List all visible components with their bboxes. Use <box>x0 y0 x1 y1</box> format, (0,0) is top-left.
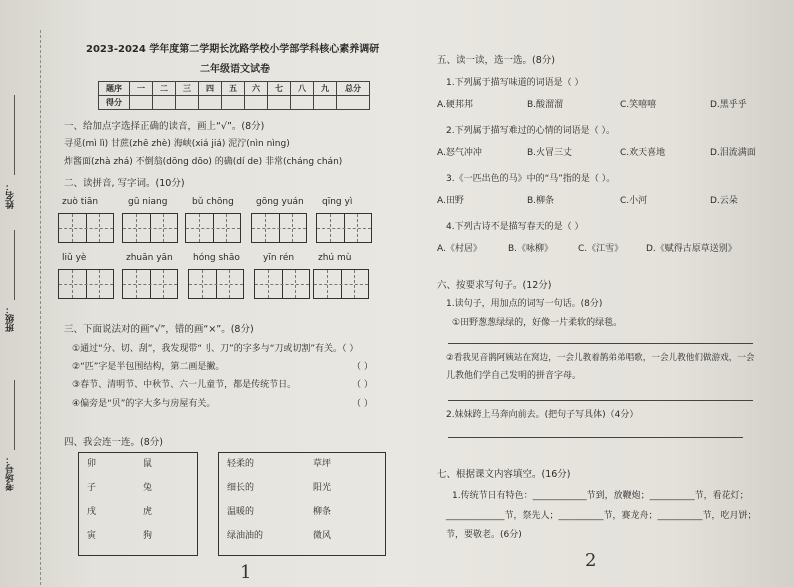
q1-heading: 一、给加点字选择正确的读音，画上“√”。(8分) <box>64 121 265 132</box>
match-left-word[interactable]: 温暖的 <box>227 507 255 517</box>
score-blank[interactable] <box>268 96 291 110</box>
score-blank[interactable] <box>153 96 176 110</box>
pinyin: qīng yì <box>322 197 353 207</box>
q6-sentence-2b: 儿教他们学自己发明的拼音字母。 <box>446 371 582 381</box>
match-right-word[interactable]: 柳条 <box>313 507 332 517</box>
name-label: 姓名： <box>6 182 16 209</box>
q5-option[interactable]: A.硬邦邦 <box>437 100 473 110</box>
q5-option[interactable]: D.《赋得古原草送别》 <box>646 244 737 254</box>
q5-option[interactable]: B.《咏柳》 <box>508 244 554 254</box>
q5-stem-4: 4.下列古诗不是描写春天的是（ ） <box>446 222 584 232</box>
score-table <box>98 81 370 110</box>
pinyin: gōng yuán <box>256 197 304 207</box>
match-box-phrases <box>218 452 386 556</box>
score-blank[interactable] <box>245 96 268 110</box>
q5-option[interactable]: C.《江雪》 <box>578 244 624 254</box>
pinyin: bǔ chōng <box>192 197 234 207</box>
score-blank[interactable] <box>314 96 337 110</box>
q1-line2: 炸酱面(zhà zhá) 不倒翁(dōng dōo) 的确(dí de) 非常(cháng chán) <box>64 157 343 167</box>
pinyin: zhuān yān <box>126 253 173 263</box>
q3-item-1: ①通过“分、切、刮”，我发现带“刂、刀”的字多与“刀或切割”有关。（ ） <box>72 344 359 354</box>
exam-no-label: 考场号： <box>6 455 16 491</box>
binding-line <box>40 30 41 585</box>
score-blank[interactable] <box>176 96 199 110</box>
match-right-word[interactable]: 微风 <box>313 531 332 541</box>
q7-line1: 1.传统节日有特色：____________节到，放鞭炮；__________节，看花灯； <box>452 491 749 501</box>
name-line <box>14 95 15 175</box>
match-left-word[interactable]: 卯 <box>87 459 97 469</box>
answer-line[interactable] <box>448 343 753 344</box>
q5-stem-3: 3.《一匹出色的马》中的“马”指的是（ ）。 <box>446 174 616 184</box>
pinyin: zuò tiān <box>62 197 99 207</box>
pinyin: yīn rén <box>263 253 295 263</box>
q5-heading: 五、读一读，选一选。(8分) <box>437 55 555 66</box>
answer-line[interactable] <box>448 437 743 438</box>
q5-option[interactable]: C.欢天喜地 <box>620 148 666 158</box>
score-row-label: 得分 <box>99 96 130 110</box>
q6-sub1: 1.读句子，用加点的词写一句话。(8分) <box>446 299 603 309</box>
page-number-right: 2 <box>585 550 597 571</box>
q7-heading: 七、根据课文内容填空。(16分) <box>437 469 571 480</box>
score-cell: 六 <box>245 82 268 96</box>
q5-option[interactable]: A.田野 <box>437 196 464 206</box>
match-right-word[interactable]: 草坪 <box>313 459 332 469</box>
writing-grid[interactable] <box>122 213 178 243</box>
match-box-zodiac <box>78 452 198 556</box>
match-left-word[interactable]: 轻柔的 <box>227 459 255 469</box>
q5-option[interactable]: D.泪流满面 <box>710 148 756 158</box>
score-cell: 二 <box>153 82 176 96</box>
q3-paren[interactable]: （ ） <box>352 380 373 390</box>
writing-grid[interactable] <box>254 269 310 299</box>
q4-heading: 四、我会连一连。(8分) <box>64 437 163 448</box>
writing-grid[interactable] <box>313 269 369 299</box>
exam-subtitle: 二年级语文试卷 <box>200 64 270 75</box>
score-cell: 一 <box>130 82 153 96</box>
writing-grid[interactable] <box>58 269 114 299</box>
pinyin: gū niang <box>128 197 168 207</box>
q3-paren[interactable]: （ ） <box>352 399 373 409</box>
q5-option[interactable]: C.笑嘻嘻 <box>620 100 657 110</box>
pinyin: zhú mù <box>318 253 352 263</box>
exam-title: 2023-2024 学年度第二学期长沈路学校小学部学科核心素养调研 <box>86 44 380 55</box>
writing-grid[interactable] <box>251 213 307 243</box>
writing-grid[interactable] <box>122 269 178 299</box>
score-cell: 三 <box>176 82 199 96</box>
exam-no-line <box>14 380 15 450</box>
score-table-header-row <box>99 82 370 96</box>
q3-paren[interactable]: （ ） <box>352 362 373 372</box>
q7-line3: 节，要敬老。(6分) <box>446 530 522 540</box>
score-blank[interactable] <box>222 96 245 110</box>
q5-option[interactable]: D.黑乎乎 <box>710 100 747 110</box>
match-right-word[interactable]: 兔 <box>143 483 153 493</box>
q5-option[interactable]: B.火冒三丈 <box>527 148 573 158</box>
q3-item-4: ④偏旁是“贝”的字大多与房屋有关。 <box>72 399 216 409</box>
q5-stem-1: 1.下列属于描写味道的词语是（ ） <box>446 78 584 88</box>
q3-item-3: ③春节、清明节、中秋节、六一儿童节，都是传统节日。 <box>72 380 297 390</box>
match-right-word[interactable]: 阳光 <box>313 483 332 493</box>
score-blank[interactable] <box>130 96 153 110</box>
writing-grid[interactable] <box>316 213 372 243</box>
q6-sentence-1: ①田野葱葱绿绿的，好像一片柔软的绿毯。 <box>452 318 623 328</box>
q5-stem-2: 2.下列属于描写难过的心情的词语是（ ）。 <box>446 126 615 136</box>
score-table-score-row <box>99 96 370 110</box>
score-cell: 九 <box>314 82 337 96</box>
writing-grid[interactable] <box>185 213 241 243</box>
q6-heading: 六、按要求写句子。(12分) <box>437 280 552 291</box>
score-cell: 总分 <box>337 82 370 96</box>
q5-option[interactable]: B.柳条 <box>527 196 555 206</box>
q5-option[interactable]: A.怒气冲冲 <box>437 148 482 158</box>
score-blank[interactable] <box>337 96 370 110</box>
score-cell: 四 <box>199 82 222 96</box>
q7-line2: _____________节，祭先人；__________节，赛龙舟；__________节，吃月饼； <box>446 511 757 521</box>
score-cell: 八 <box>291 82 314 96</box>
q5-option[interactable]: A.《村居》 <box>437 244 482 254</box>
match-left-word[interactable]: 细长的 <box>227 483 255 493</box>
match-right-word[interactable]: 鼠 <box>143 459 153 469</box>
q6-sub2: 2.妹妹跨上马奔向前去。(把句子写具体)（4分） <box>446 410 639 420</box>
writing-grid[interactable] <box>58 213 114 243</box>
score-blank[interactable] <box>199 96 222 110</box>
answer-line[interactable] <box>448 400 753 401</box>
match-left-word[interactable]: 戌 <box>87 507 97 517</box>
score-blank[interactable] <box>291 96 314 110</box>
pinyin: hóng shāo <box>193 253 240 263</box>
q5-option[interactable]: B.酸溜溜 <box>527 100 564 110</box>
score-cell: 七 <box>268 82 291 96</box>
score-cell: 题序 <box>99 82 130 96</box>
q3-item-2: ②“匹”字是半包围结构，第二画是撇。 <box>72 362 225 372</box>
match-left-word[interactable]: 子 <box>87 483 97 493</box>
q1-line1: 寻觅(mì lì) 甘蔗(zhē zhè) 海峡(xiá jiá) 泥泞(nìn nìng) <box>64 139 290 149</box>
class-line <box>14 230 15 300</box>
match-right-word[interactable]: 狗 <box>143 531 153 541</box>
match-left-word[interactable]: 绿油油的 <box>227 531 264 541</box>
q5-option[interactable]: C.小河 <box>620 196 648 206</box>
page-number-left: 1 <box>240 562 252 583</box>
writing-grid[interactable] <box>188 269 244 299</box>
score-cell: 五 <box>222 82 245 96</box>
q2-heading: 二、读拼音, 写字词。(10分) <box>64 178 185 189</box>
q5-option[interactable]: D.云朵 <box>710 196 738 206</box>
match-left-word[interactable]: 寅 <box>87 531 97 541</box>
pinyin: liǔ yè <box>62 253 87 263</box>
class-label: 班级： <box>6 305 16 332</box>
match-right-word[interactable]: 虎 <box>143 507 153 517</box>
q6-sentence-2a: ②看我见音鹊阿姨站在窝边，一会儿教着鹊弟弟唱歌，一会儿教他们做游戏，一会 <box>446 353 755 363</box>
q3-heading: 三、下面说法对的画“√”，错的画“×”。(8分) <box>64 324 254 335</box>
